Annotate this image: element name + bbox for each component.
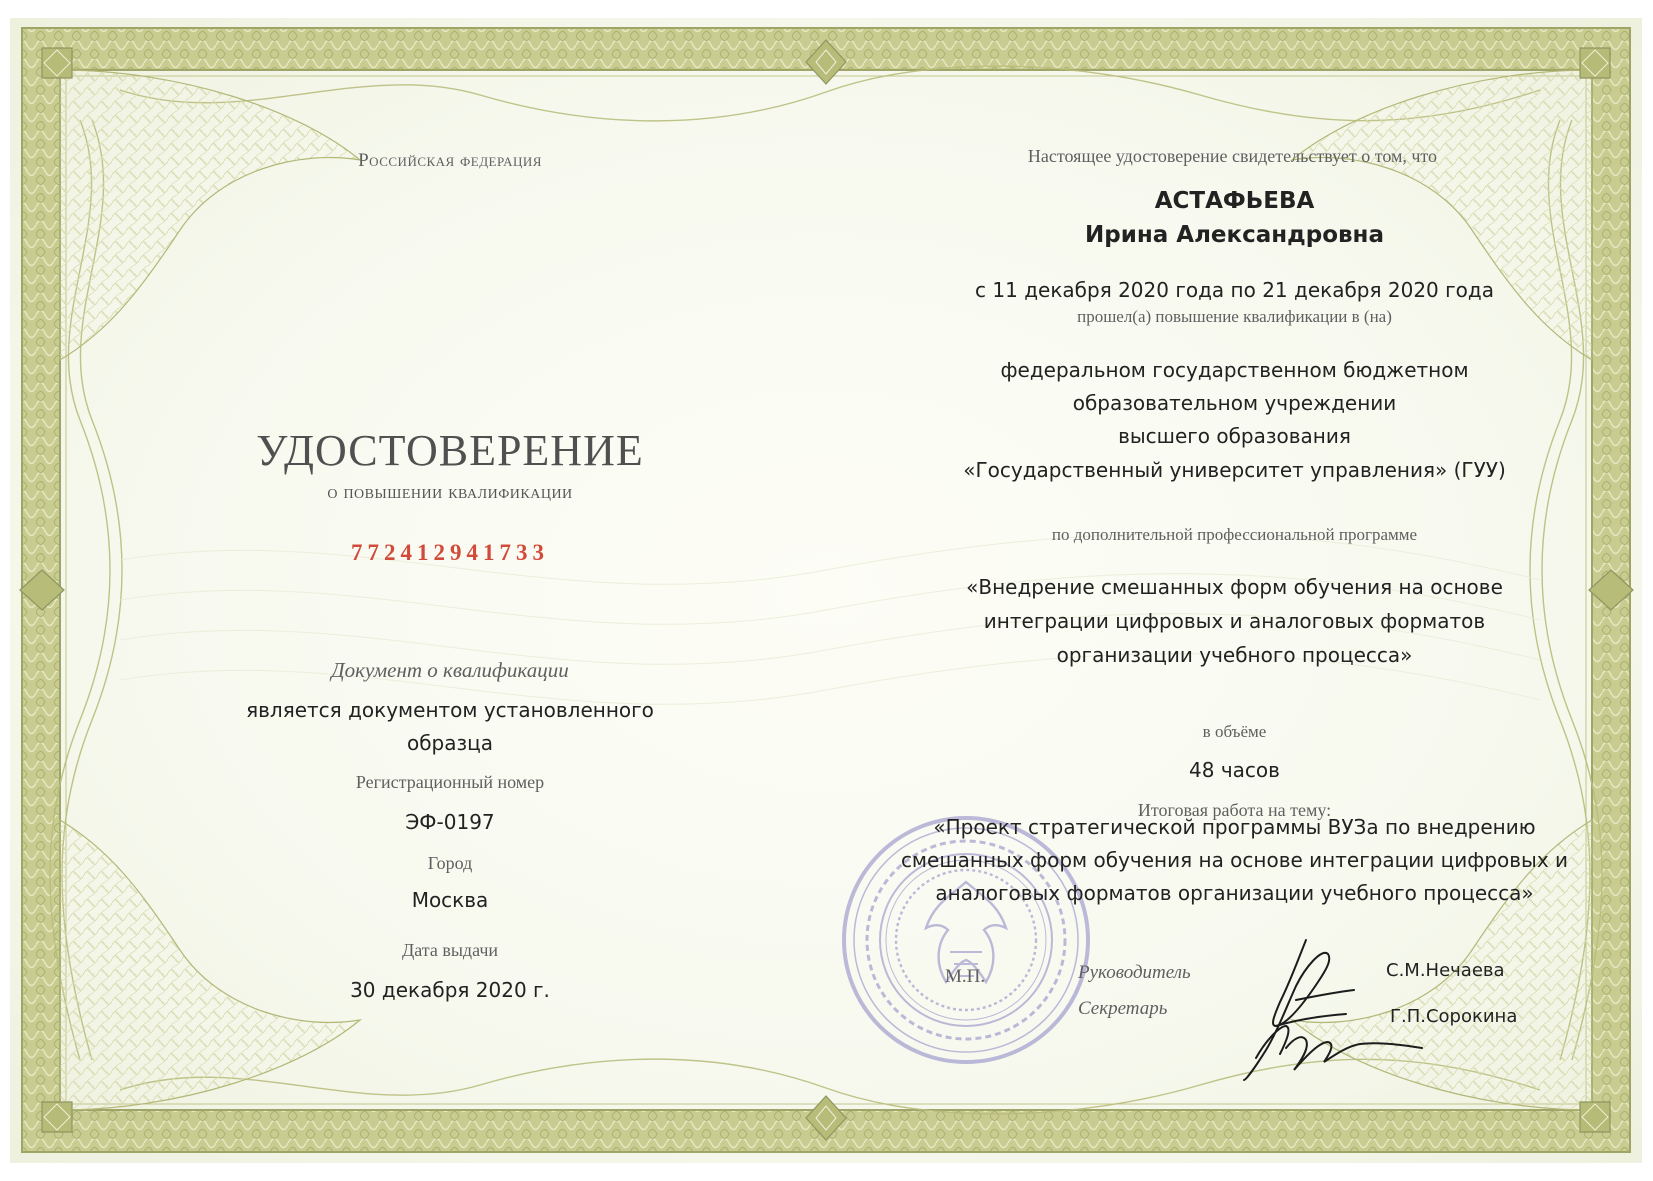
stamp-place-label: М.П. bbox=[945, 966, 986, 987]
volume-value: 48 часов bbox=[1189, 758, 1280, 782]
secretary-name: Г.П.Сорокина bbox=[1390, 1006, 1518, 1027]
reg-number-label: Регистрационный номер bbox=[355, 772, 545, 792]
country-label: Российская федерация bbox=[358, 150, 542, 171]
city-label: Город bbox=[427, 853, 473, 873]
program-line3: организации учебного процесса» bbox=[1056, 643, 1413, 667]
issue-date-label: Дата выдачи bbox=[401, 940, 499, 960]
org-line1: федеральном государственном бюджетном bbox=[1000, 358, 1469, 382]
program-label: по дополнительной профессиональной программе bbox=[1051, 525, 1418, 544]
program-line2: интеграции цифровых и аналоговых форматов bbox=[983, 609, 1486, 633]
reg-number-value: ЭФ-0197 bbox=[405, 810, 495, 834]
serial-number: 772412941733 bbox=[351, 540, 549, 565]
certificate-subtitle: о повышении квалификации bbox=[327, 481, 573, 503]
final-work-line1: «Проект стратегической программы ВУЗа по внедрению bbox=[933, 815, 1536, 839]
final-work-line2: смешанных форм обучения на основе интеграции цифровых и bbox=[900, 848, 1569, 872]
org-line4: «Государственный университет управления» (ГУУ) bbox=[963, 458, 1506, 482]
volume-label: в объёме bbox=[1202, 722, 1267, 741]
passed-label: прошел(а) повышение квалификации в (на) bbox=[1077, 307, 1392, 326]
holder-given-names: Ирина Александровна bbox=[1085, 222, 1384, 248]
org-line3: высшего образования bbox=[1118, 424, 1351, 448]
final-work-label: Итоговая работа на тему: bbox=[1137, 800, 1332, 820]
org-line2: образовательном учреждении bbox=[1072, 391, 1397, 415]
doc-status-line2: образца bbox=[406, 731, 494, 755]
doc-status-line1: является документом установленного bbox=[246, 698, 654, 722]
intro-text: Настоящее удостоверение свидетельствует о том, что bbox=[1027, 146, 1438, 166]
program-line1: «Внедрение смешанных форм обучения на основе bbox=[966, 575, 1503, 599]
city-value: Москва bbox=[411, 888, 489, 912]
secretary-label: Секретарь bbox=[1078, 998, 1168, 1019]
issue-date-value: 30 декабря 2020 г. bbox=[350, 978, 550, 1002]
holder-surname: АСТАФЬЕВА bbox=[1154, 188, 1315, 214]
head-name: С.М.Нечаева bbox=[1386, 960, 1505, 981]
final-work-line3: аналоговых форматов организации учебного процесса» bbox=[935, 881, 1534, 905]
doc-qualification-label: Документ о квалификации bbox=[331, 658, 569, 682]
head-label: Руководитель bbox=[1078, 962, 1191, 983]
certificate-title: УДОСТОВЕРЕНИЕ bbox=[256, 426, 644, 475]
left-panel bbox=[0, 0, 826, 1181]
training-period: с 11 декабря 2020 года по 21 декабря 2020 года bbox=[975, 278, 1494, 302]
